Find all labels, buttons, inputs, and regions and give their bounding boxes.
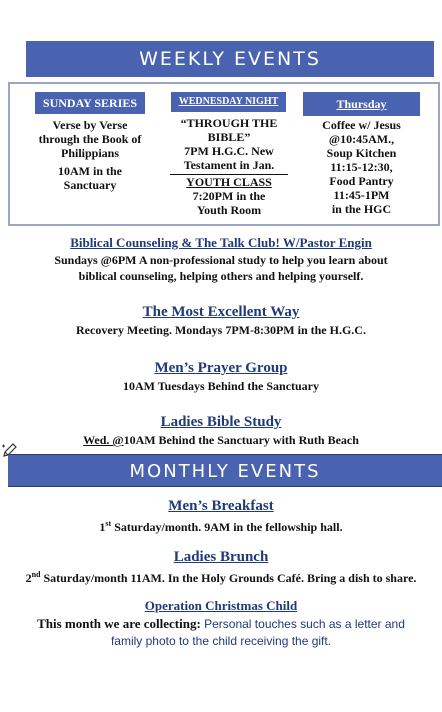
ordinal-suffix: nd (31, 570, 41, 579)
christmas-child-text: Personal touches such as a letter and (200, 617, 405, 631)
thursday-line: in the HGC (331, 202, 392, 216)
ordinal-number: 2 (25, 571, 32, 585)
thursday-line: @10:45AM., (328, 132, 395, 146)
christmas-child-line: family photo to the child receiving the gift. (110, 634, 332, 648)
mens-prayer-section (0, 358, 442, 394)
mens-prayer-title: Men’s Prayer Group (154, 360, 288, 376)
mens-breakfast-line (0, 516, 442, 535)
thursday-text (302, 118, 421, 216)
youth-line: Youth Room (196, 203, 262, 217)
mens-breakfast-details: Saturday/month. 9AM in the fellowship hall. (111, 520, 343, 534)
thursday-line: 11:45-1PM (333, 188, 390, 202)
youth-line: 7:20PM in the (192, 189, 266, 203)
thursday-heading: Thursday (303, 92, 420, 116)
thursday-line: 11:15-12:30, (330, 160, 393, 174)
weekly-schedule-box (8, 82, 440, 226)
sunday-line: through the Book of (38, 132, 142, 146)
ladies-brunch-title: Ladies Brunch (173, 549, 269, 565)
sunday-line: Verse by Verse (52, 118, 128, 132)
counseling-line: Sundays @6PM A non-professional study to help you learn about (54, 253, 388, 267)
ladies-bible-line (0, 432, 442, 448)
counseling-section (0, 234, 442, 284)
mens-prayer-line: 10AM Tuesdays Behind the Sanctuary (122, 379, 320, 393)
excellent-way-line: Recovery Meeting. Mondays 7PM-8:30PM in the H.G.C. (76, 323, 366, 337)
ladies-bible-day: Wed. @ (83, 433, 124, 447)
christmas-child-title: Operation Christmas Child (144, 598, 298, 613)
weekly-events-banner: WEEKLY EVENTS (26, 41, 434, 77)
sunday-series-heading: SUNDAY SERIES (35, 92, 145, 114)
sunday-series-text (34, 118, 146, 192)
christmas-child-section (0, 597, 442, 649)
thursday-line: Soup Kitchen (326, 146, 397, 160)
mens-breakfast-title: Men’s Breakfast (168, 498, 274, 514)
wednesday-night-text (170, 116, 288, 217)
ladies-bible-details: 10AM Behind the Sanctuary with Ruth Beach (123, 433, 359, 447)
ladies-bible-title: Ladies Bible Study (160, 414, 282, 430)
counseling-line: biblical counseling, helping others and helping yourself. (78, 269, 364, 283)
ladies-bible-section (0, 412, 442, 448)
excellent-way-title: The Most Excellent Way (142, 304, 300, 320)
christmas-child-lead: This month we are collecting: (37, 616, 201, 631)
wednesday-night-heading: WEDNESDAY NIGHT (171, 92, 286, 112)
ladies-brunch-section (0, 547, 442, 586)
wednesday-line: “THROUGH THE (180, 116, 278, 130)
christmas-child-line (0, 615, 442, 633)
wednesday-line: BIBLE” (207, 130, 251, 144)
thursday-line: Coffee w/ Jesus (322, 118, 401, 132)
sunday-line: Sanctuary (63, 178, 117, 192)
ladies-brunch-details: Saturday/month 11AM. In the Holy Grounds Café. Bring a dish to share. (40, 571, 417, 585)
monthly-events-banner: MONTHLY EVENTS (8, 454, 442, 487)
excellent-way-section (0, 302, 442, 338)
ordinal-suffix: st (105, 519, 112, 528)
ladies-brunch-line (0, 567, 442, 586)
wednesday-line: Testament in Jan. (183, 158, 275, 172)
counseling-title: Biblical Counseling & The Talk Club! W/Pastor Engin (70, 235, 372, 250)
mens-breakfast-section (0, 496, 442, 535)
wednesday-line: 7PM H.G.C. New (184, 144, 274, 158)
youth-class-heading: YOUTH CLASS (186, 175, 272, 189)
thursday-line: Food Pantry (329, 174, 394, 188)
ordinal-number: 1 (99, 520, 106, 534)
sunday-line: Philippians (60, 146, 120, 160)
sunday-line: 10AM in the (58, 164, 122, 178)
